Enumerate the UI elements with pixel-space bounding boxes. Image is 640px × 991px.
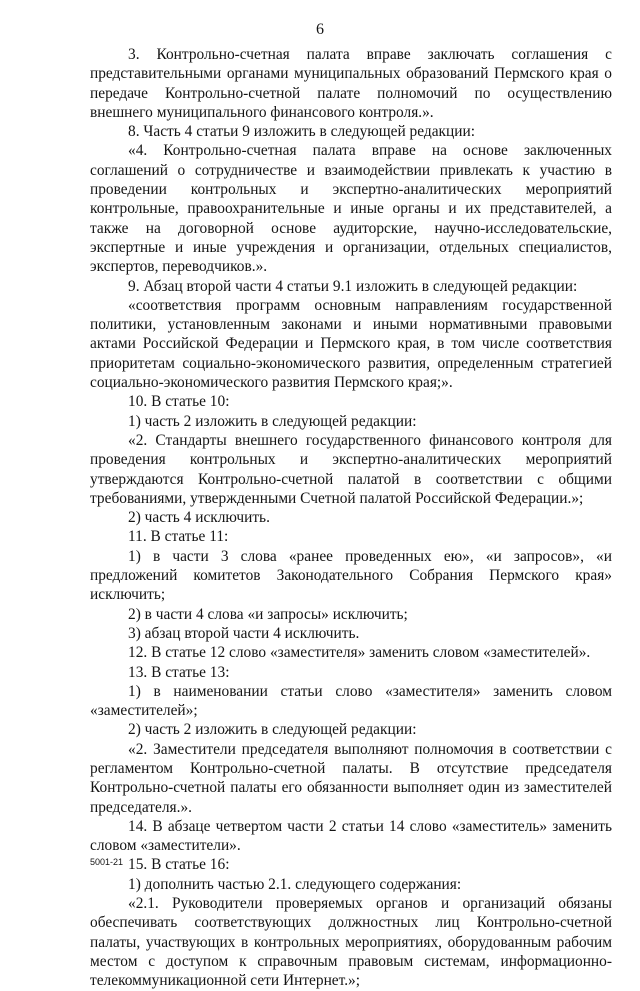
paragraph: 1) в части 3 слова «ранее проведенных ею», «и запросов», «и предложений комитетов Законодательного Собрания Пермского края» исключить; <box>90 547 612 604</box>
paragraph: 8. Часть 4 статьи 9 изложить в следующей редакции: <box>128 123 476 141</box>
paragraph: «2. Стандарты внешнего государственного финансового контроля для проведения контрольных и экспертно-аналитических мероприятий утверждаются Контрольно-счетной палатой в соответствии с общими требованиями, утвержденными Счетной палатой Российской Федерации.»; <box>90 431 612 507</box>
footer-document-code: 5001-21 <box>90 857 124 867</box>
paragraph: 2) часть 2 изложить в следующей редакции: <box>128 721 417 739</box>
paragraph: 14. В абзаце четвертом части 2 статьи 14 слово «заместитель» заменить словом «заместители». <box>90 817 612 855</box>
paragraph: 9. Абзац второй части 4 статьи 9.1 изложить в следующей редакции: <box>128 277 578 295</box>
paragraph: «2.1. Руководители проверяемых органов и организаций обязаны обеспечивать соответствующих должностных лиц Контрольно-счетной палаты, участвующих в контрольных мероприятиях, оборудованным рабочим местом с доступом к справочным правовым системам, информационно-телекоммуникационной сети Интернет.»; <box>90 895 612 990</box>
document-body <box>90 45 612 991</box>
paragraph: 11. В статье 11: <box>128 528 229 546</box>
paragraph: 13. В статье 13: <box>128 663 230 681</box>
paragraph: 3. Контрольно-счетная палата вправе заключать соглашения с представительными органами муниципальных образований Пермского края о передаче Контрольно-счетной палате полномочий по осуществлению внешнего муниципального финансового контроля.». <box>90 46 612 121</box>
paragraph: 3) абзац второй части 4 исключить. <box>128 624 360 642</box>
paragraph: 15. В статье 16: <box>128 856 230 874</box>
paragraph: 10. В статье 10: <box>128 393 230 411</box>
paragraph: «2. Заместители председателя выполняют полномочия в соответствии с регламентом Контрольно-счетной палаты. В отсутствие председателя Контрольно-счетной палаты его обязанности выполняет один из заместителей председателя.». <box>90 740 612 816</box>
page-number: 6 <box>316 21 324 38</box>
paragraph: «соответствия программ основным направлениям государственной политики, установленным законами и иными нормативными правовыми актами Российской Федерации и Пермского края, в том числе соответствия приоритетам социально-экономического развития, определенным стратегией социально-экономического развития Пермского края;». <box>90 296 612 392</box>
paragraph: 2) в части 4 слова «и запросы» исключить; <box>128 605 408 623</box>
paragraph: 1) в наименовании статьи слово «заместителя» заменить словом «заместителей»; <box>90 682 612 720</box>
paragraph: 12. В статье 12 слово «заместителя» заменить словом «заместителей». <box>128 644 591 662</box>
paragraph: 2) часть 4 исключить. <box>128 509 270 527</box>
paragraph: «4. Контрольно-счетная палата вправе на основе заключенных соглашений о сотрудничестве и взаимодействии привлекать к участию в проведении контрольных и экспертно-аналитических мероприятий контрольные, правоохранительные и иные органы и их представителей, а также на договорной основе аудиторские, научно-исследовательские, экспертные и иные учреждения и организации, отдельных специалистов, экспертов, переводчиков.». <box>90 142 612 276</box>
paragraph: 1) дополнить частью 2.1. следующего содержания: <box>128 875 462 893</box>
paragraph: 1) часть 2 изложить в следующей редакции: <box>128 412 417 430</box>
